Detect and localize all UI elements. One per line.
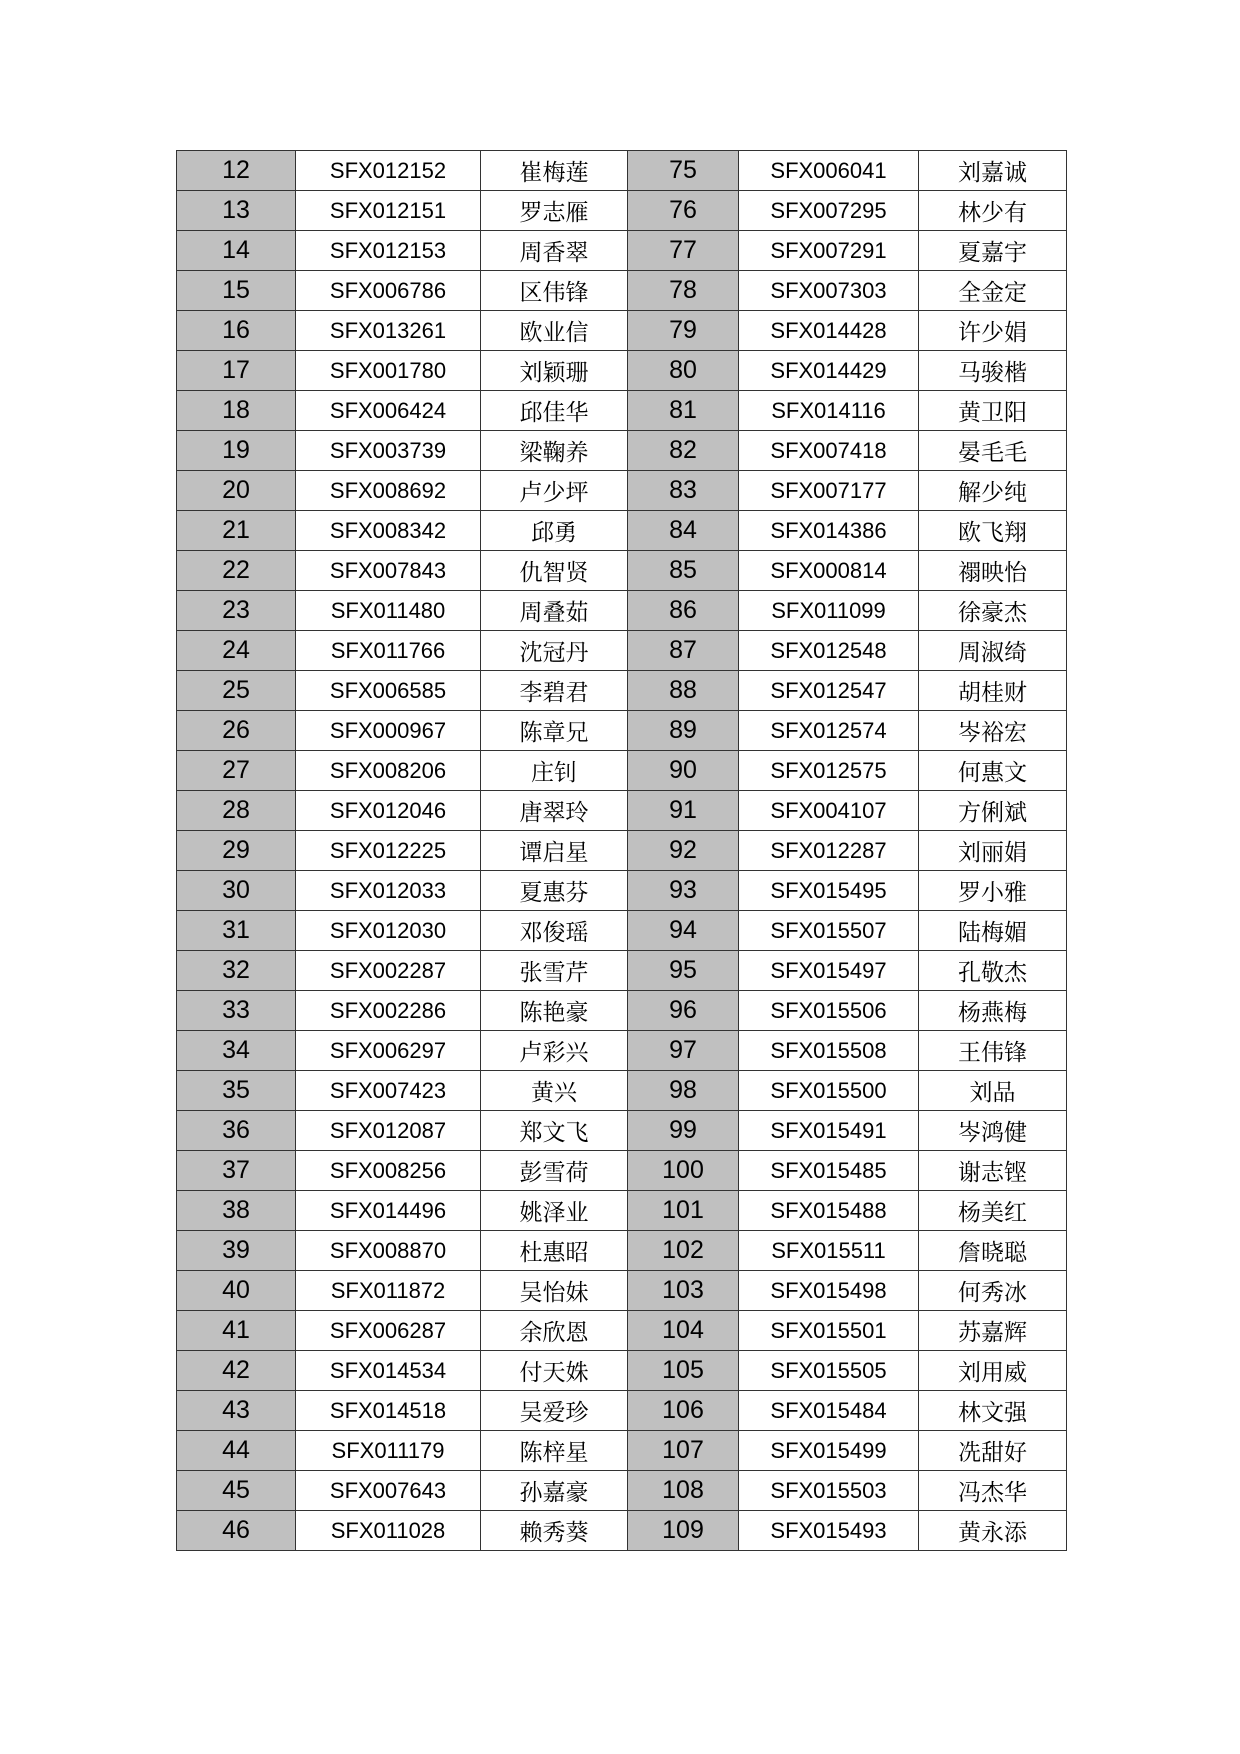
member-id-cell: SFX012046 [296,791,481,831]
member-id-cell: SFX012030 [296,911,481,951]
serial-number-cell: 85 [628,551,739,591]
serial-number-cell: 32 [177,951,296,991]
member-name-cell: 邱勇 [481,511,628,551]
member-name-cell: 冯杰华 [919,1471,1067,1511]
table-row [177,631,1067,671]
serial-number-cell: 27 [177,751,296,791]
member-id-cell: SFX007291 [739,231,919,271]
serial-number-cell: 81 [628,391,739,431]
member-id-cell: SFX007295 [739,191,919,231]
member-name-cell: 夏嘉宇 [919,231,1067,271]
serial-number-cell: 15 [177,271,296,311]
serial-number-cell: 18 [177,391,296,431]
member-name-cell: 林文强 [919,1391,1067,1431]
member-name-cell: 黄卫阳 [919,391,1067,431]
member-id-cell: SFX008256 [296,1151,481,1191]
member-name-cell: 刘颖珊 [481,351,628,391]
serial-number-cell: 39 [177,1231,296,1271]
member-id-cell: SFX012152 [296,151,481,191]
member-id-cell: SFX003739 [296,431,481,471]
serial-number-cell: 82 [628,431,739,471]
member-id-cell: SFX012547 [739,671,919,711]
table-row [177,711,1067,751]
serial-number-cell: 29 [177,831,296,871]
member-name-cell: 胡桂财 [919,671,1067,711]
member-name-cell: 杨美红 [919,1191,1067,1231]
member-id-cell: SFX014386 [739,511,919,551]
member-name-cell: 罗志雁 [481,191,628,231]
serial-number-cell: 21 [177,511,296,551]
table-row [177,1391,1067,1431]
member-name-cell: 卢彩兴 [481,1031,628,1071]
serial-number-cell: 100 [628,1151,739,1191]
member-id-cell: SFX008692 [296,471,481,511]
serial-number-cell: 109 [628,1511,739,1551]
table-row [177,231,1067,271]
member-name-cell: 付天姝 [481,1351,628,1391]
member-name-cell: 罗小雅 [919,871,1067,911]
table-row [177,1431,1067,1471]
serial-number-cell: 37 [177,1151,296,1191]
member-id-cell: SFX007177 [739,471,919,511]
serial-number-cell: 101 [628,1191,739,1231]
serial-number-cell: 79 [628,311,739,351]
table-row [177,1231,1067,1271]
member-name-cell: 吴爱珍 [481,1391,628,1431]
member-id-cell: SFX002287 [296,951,481,991]
serial-number-cell: 12 [177,151,296,191]
member-name-cell: 邓俊瑶 [481,911,628,951]
member-name-cell: 周淑绮 [919,631,1067,671]
serial-number-cell: 75 [628,151,739,191]
member-id-cell: SFX014429 [739,351,919,391]
member-name-cell: 赖秀葵 [481,1511,628,1551]
serial-number-cell: 104 [628,1311,739,1351]
member-name-cell: 何秀冰 [919,1271,1067,1311]
table-row [177,1151,1067,1191]
member-id-cell: SFX001780 [296,351,481,391]
member-id-cell: SFX011028 [296,1511,481,1551]
member-name-cell: 孔敬杰 [919,951,1067,991]
serial-number-cell: 34 [177,1031,296,1071]
serial-number-cell: 91 [628,791,739,831]
serial-number-cell: 108 [628,1471,739,1511]
member-id-cell: SFX012548 [739,631,919,671]
member-name-cell: 彭雪荷 [481,1151,628,1191]
member-id-cell: SFX008342 [296,511,481,551]
member-name-cell: 苏嘉辉 [919,1311,1067,1351]
serial-number-cell: 87 [628,631,739,671]
serial-number-cell: 45 [177,1471,296,1511]
member-id-cell: SFX007423 [296,1071,481,1111]
member-id-cell: SFX012087 [296,1111,481,1151]
table-row [177,1271,1067,1311]
member-name-cell: 郑文飞 [481,1111,628,1151]
roster-table [176,150,1067,1551]
table-row [177,1111,1067,1151]
member-id-cell: SFX008206 [296,751,481,791]
member-id-cell: SFX014428 [739,311,919,351]
serial-number-cell: 40 [177,1271,296,1311]
table-row [177,551,1067,591]
table-row [177,1031,1067,1071]
serial-number-cell: 14 [177,231,296,271]
member-name-cell: 马骏楷 [919,351,1067,391]
table-row [177,191,1067,231]
member-name-cell: 全金定 [919,271,1067,311]
member-name-cell: 陈艳豪 [481,991,628,1031]
table-row [177,831,1067,871]
member-name-cell: 陈章兄 [481,711,628,751]
table-row [177,1351,1067,1391]
member-name-cell: 陈梓星 [481,1431,628,1471]
serial-number-cell: 31 [177,911,296,951]
member-name-cell: 刘嘉诚 [919,151,1067,191]
member-name-cell: 杨燕梅 [919,991,1067,1031]
serial-number-cell: 35 [177,1071,296,1111]
member-name-cell: 何惠文 [919,751,1067,791]
member-id-cell: SFX015488 [739,1191,919,1231]
member-name-cell: 王伟锋 [919,1031,1067,1071]
serial-number-cell: 41 [177,1311,296,1351]
member-name-cell: 欧飞翔 [919,511,1067,551]
table-row [177,151,1067,191]
table-row [177,951,1067,991]
member-id-cell: SFX015511 [739,1231,919,1271]
member-name-cell: 黄兴 [481,1071,628,1111]
member-id-cell: SFX011766 [296,631,481,671]
serial-number-cell: 107 [628,1431,739,1471]
member-id-cell: SFX014496 [296,1191,481,1231]
member-id-cell: SFX008870 [296,1231,481,1271]
member-id-cell: SFX015505 [739,1351,919,1391]
table-row [177,1471,1067,1511]
serial-number-cell: 99 [628,1111,739,1151]
member-name-cell: 方俐斌 [919,791,1067,831]
serial-number-cell: 84 [628,511,739,551]
table-row [177,271,1067,311]
serial-number-cell: 43 [177,1391,296,1431]
member-name-cell: 周香翠 [481,231,628,271]
table-row [177,391,1067,431]
member-name-cell: 刘用威 [919,1351,1067,1391]
serial-number-cell: 22 [177,551,296,591]
member-id-cell: SFX012153 [296,231,481,271]
serial-number-cell: 20 [177,471,296,511]
member-id-cell: SFX012575 [739,751,919,791]
member-name-cell: 梁鞠养 [481,431,628,471]
table-row [177,1071,1067,1111]
serial-number-cell: 19 [177,431,296,471]
member-name-cell: 庄钊 [481,751,628,791]
serial-number-cell: 102 [628,1231,739,1271]
member-name-cell: 刘丽娟 [919,831,1067,871]
member-name-cell: 唐翠玲 [481,791,628,831]
member-name-cell: 岑裕宏 [919,711,1067,751]
member-id-cell: SFX007643 [296,1471,481,1511]
member-id-cell: SFX015493 [739,1511,919,1551]
member-id-cell: SFX015507 [739,911,919,951]
member-id-cell: SFX011480 [296,591,481,631]
serial-number-cell: 92 [628,831,739,871]
member-id-cell: SFX007303 [739,271,919,311]
serial-number-cell: 25 [177,671,296,711]
member-id-cell: SFX012225 [296,831,481,871]
member-name-cell: 吴怡妹 [481,1271,628,1311]
member-id-cell: SFX014518 [296,1391,481,1431]
serial-number-cell: 23 [177,591,296,631]
member-id-cell: SFX002286 [296,991,481,1031]
serial-number-cell: 17 [177,351,296,391]
member-id-cell: SFX015491 [739,1111,919,1151]
table-row [177,431,1067,471]
member-name-cell: 张雪芹 [481,951,628,991]
serial-number-cell: 46 [177,1511,296,1551]
serial-number-cell: 83 [628,471,739,511]
member-id-cell: SFX012033 [296,871,481,911]
member-id-cell: SFX015499 [739,1431,919,1471]
serial-number-cell: 80 [628,351,739,391]
serial-number-cell: 16 [177,311,296,351]
serial-number-cell: 28 [177,791,296,831]
member-name-cell: 林少有 [919,191,1067,231]
member-id-cell: SFX012574 [739,711,919,751]
member-name-cell: 解少纯 [919,471,1067,511]
member-name-cell: 崔梅莲 [481,151,628,191]
member-name-cell: 谢志铿 [919,1151,1067,1191]
member-id-cell: SFX015498 [739,1271,919,1311]
table-row [177,511,1067,551]
member-id-cell: SFX012287 [739,831,919,871]
member-id-cell: SFX014116 [739,391,919,431]
member-id-cell: SFX015495 [739,871,919,911]
member-name-cell: 岑鸿健 [919,1111,1067,1151]
member-name-cell: 冼甜好 [919,1431,1067,1471]
member-id-cell: SFX015506 [739,991,919,1031]
member-name-cell: 夏惠芬 [481,871,628,911]
serial-number-cell: 88 [628,671,739,711]
serial-number-cell: 42 [177,1351,296,1391]
table-row [177,591,1067,631]
member-id-cell: SFX013261 [296,311,481,351]
member-id-cell: SFX011099 [739,591,919,631]
serial-number-cell: 96 [628,991,739,1031]
member-id-cell: SFX000967 [296,711,481,751]
member-name-cell: 姚泽业 [481,1191,628,1231]
member-id-cell: SFX015497 [739,951,919,991]
serial-number-cell: 24 [177,631,296,671]
member-id-cell: SFX015484 [739,1391,919,1431]
roster-table-body [177,151,1067,1551]
member-id-cell: SFX014534 [296,1351,481,1391]
serial-number-cell: 78 [628,271,739,311]
table-row [177,471,1067,511]
member-name-cell: 徐豪杰 [919,591,1067,631]
serial-number-cell: 30 [177,871,296,911]
serial-number-cell: 94 [628,911,739,951]
table-row [177,1311,1067,1351]
member-name-cell: 欧业信 [481,311,628,351]
member-id-cell: SFX006287 [296,1311,481,1351]
serial-number-cell: 44 [177,1431,296,1471]
member-name-cell: 沈冠丹 [481,631,628,671]
serial-number-cell: 105 [628,1351,739,1391]
serial-number-cell: 95 [628,951,739,991]
member-id-cell: SFX011179 [296,1431,481,1471]
table-row [177,791,1067,831]
member-id-cell: SFX015503 [739,1471,919,1511]
member-name-cell: 陆梅媚 [919,911,1067,951]
member-name-cell: 晏毛毛 [919,431,1067,471]
member-id-cell: SFX015485 [739,1151,919,1191]
member-name-cell: 邱佳华 [481,391,628,431]
member-name-cell: 詹晓聪 [919,1231,1067,1271]
serial-number-cell: 76 [628,191,739,231]
member-name-cell: 区伟锋 [481,271,628,311]
serial-number-cell: 106 [628,1391,739,1431]
member-id-cell: SFX012151 [296,191,481,231]
member-id-cell: SFX015508 [739,1031,919,1071]
table-row [177,351,1067,391]
member-id-cell: SFX015501 [739,1311,919,1351]
member-name-cell: 禤映怡 [919,551,1067,591]
serial-number-cell: 86 [628,591,739,631]
member-name-cell: 周叠茹 [481,591,628,631]
member-id-cell: SFX011872 [296,1271,481,1311]
table-row [177,1191,1067,1231]
member-name-cell: 刘品 [919,1071,1067,1111]
member-name-cell: 李碧君 [481,671,628,711]
serial-number-cell: 38 [177,1191,296,1231]
table-row [177,911,1067,951]
member-id-cell: SFX015500 [739,1071,919,1111]
member-name-cell: 黄永添 [919,1511,1067,1551]
member-name-cell: 许少娟 [919,311,1067,351]
member-name-cell: 仇智贤 [481,551,628,591]
member-id-cell: SFX006585 [296,671,481,711]
member-id-cell: SFX007843 [296,551,481,591]
member-name-cell: 杜惠昭 [481,1231,628,1271]
serial-number-cell: 26 [177,711,296,751]
member-id-cell: SFX006424 [296,391,481,431]
table-row [177,311,1067,351]
member-id-cell: SFX006786 [296,271,481,311]
member-id-cell: SFX007418 [739,431,919,471]
serial-number-cell: 89 [628,711,739,751]
member-name-cell: 谭启星 [481,831,628,871]
member-name-cell: 卢少坪 [481,471,628,511]
serial-number-cell: 97 [628,1031,739,1071]
serial-number-cell: 93 [628,871,739,911]
serial-number-cell: 90 [628,751,739,791]
serial-number-cell: 33 [177,991,296,1031]
table-row [177,991,1067,1031]
member-id-cell: SFX006041 [739,151,919,191]
serial-number-cell: 103 [628,1271,739,1311]
table-row [177,751,1067,791]
member-id-cell: SFX004107 [739,791,919,831]
serial-number-cell: 36 [177,1111,296,1151]
member-id-cell: SFX006297 [296,1031,481,1071]
member-name-cell: 余欣恩 [481,1311,628,1351]
table-row [177,1511,1067,1551]
member-name-cell: 孙嘉豪 [481,1471,628,1511]
serial-number-cell: 98 [628,1071,739,1111]
serial-number-cell: 13 [177,191,296,231]
table-row [177,871,1067,911]
member-id-cell: SFX000814 [739,551,919,591]
serial-number-cell: 77 [628,231,739,271]
table-row [177,671,1067,711]
